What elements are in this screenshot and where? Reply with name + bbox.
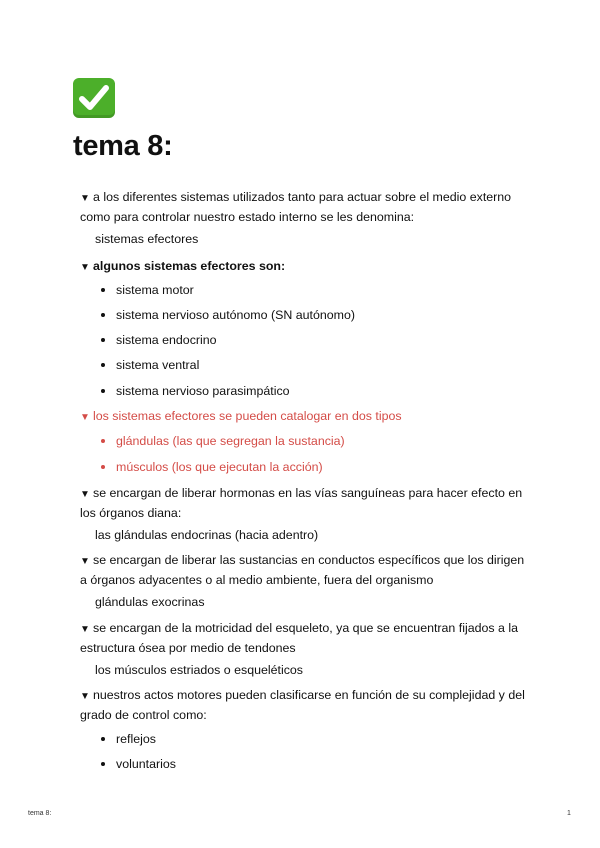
- toggle-5-answer: glándulas exocrinas: [95, 595, 205, 609]
- toggle-6-answer: los músculos estriados o esqueléticos: [95, 663, 303, 677]
- toggle-5-text: se encargan de liberar las sustancias en conductos específicos que los dirigen a órganos adyacentes o al medio ambiente, fuera del organismo: [80, 553, 525, 587]
- toggle-5[interactable]: [80, 551, 530, 589]
- bullet-icon: [101, 338, 105, 342]
- list-item: sistema ventral: [101, 356, 199, 374]
- toggle-3[interactable]: [80, 407, 530, 427]
- bullet-icon: [101, 737, 105, 741]
- toggle-4-text: se encargan de liberar hormonas en las vías sanguíneas para hacer efecto en los órganos diana:: [80, 486, 523, 520]
- list-item: sistema endocrino: [101, 331, 217, 349]
- list-item: sistema nervioso parasimpático: [101, 382, 290, 400]
- toggle-2-text: algunos sistemas efectores son:: [93, 259, 286, 273]
- bullet-icon: [101, 762, 105, 766]
- list-item: reflejos: [101, 730, 156, 748]
- toggle-7[interactable]: [80, 686, 530, 724]
- toggle-3-text: los sistemas efectores se pueden catalogar en dos tipos: [93, 409, 402, 423]
- page-title: tema 8:: [73, 130, 173, 162]
- toggle-4[interactable]: [80, 484, 530, 522]
- bullet-icon: [101, 313, 105, 317]
- toggle-1-text: a los diferentes sistemas utilizados tanto para actuar sobre el medio externo como para controlar nuestro estado interno se les denomina:: [80, 190, 512, 224]
- list-item: sistema nervioso autónomo (SN autónomo): [101, 306, 355, 324]
- bullet-icon: [101, 439, 105, 443]
- bullet-icon: [101, 288, 105, 292]
- toggle-triangle-icon[interactable]: ▼: [80, 489, 90, 500]
- check-mark-icon: [73, 78, 115, 118]
- list-item: músculos (los que ejecutan la acción): [101, 458, 323, 476]
- bullet-icon: [101, 389, 105, 393]
- list-item: voluntarios: [101, 755, 176, 773]
- list-item: sistema motor: [101, 281, 194, 299]
- footer-title: tema 8:: [28, 810, 52, 817]
- toggle-6[interactable]: [80, 619, 530, 657]
- toggle-triangle-icon[interactable]: ▼: [80, 262, 90, 273]
- page-number: 1: [567, 810, 571, 817]
- toggle-1-answer: sistemas efectores: [95, 232, 199, 246]
- toggle-triangle-icon[interactable]: ▼: [80, 556, 90, 567]
- toggle-triangle-icon[interactable]: ▼: [80, 691, 90, 702]
- bullet-icon: [101, 465, 105, 469]
- toggle-2[interactable]: [80, 257, 530, 277]
- toggle-triangle-icon[interactable]: ▼: [80, 193, 90, 204]
- toggle-triangle-icon[interactable]: ▼: [80, 412, 90, 423]
- list-item: glándulas (las que segregan la sustancia): [101, 432, 345, 450]
- check-mark-glyph: [73, 78, 115, 118]
- toggle-triangle-icon[interactable]: ▼: [80, 624, 90, 635]
- toggle-6-text: se encargan de la motricidad del esqueleto, ya que se encuentran fijados a la estructura ósea por medio de tendones: [80, 621, 519, 655]
- toggle-1[interactable]: [80, 188, 530, 226]
- toggle-7-text: nuestros actos motores pueden clasificarse en función de su complejidad y del grado de control como:: [80, 688, 525, 722]
- toggle-4-answer: las glándulas endocrinas (hacia adentro): [95, 528, 319, 542]
- bullet-icon: [101, 363, 105, 367]
